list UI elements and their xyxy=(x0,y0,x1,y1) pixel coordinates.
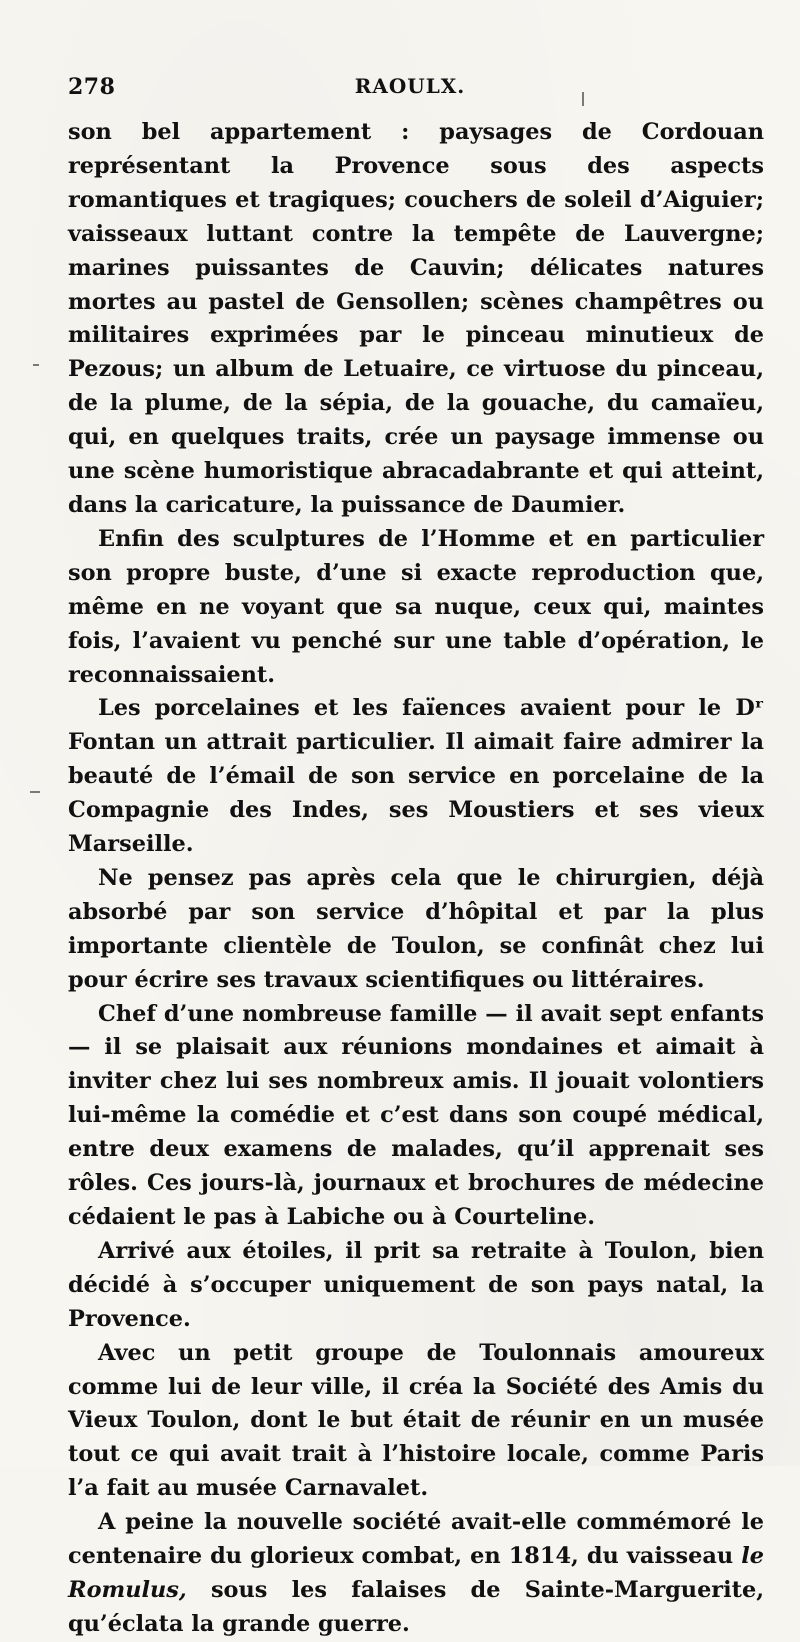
paragraph: Chef d’une nombreuse famille — il avait sept enfants — il se plaisait aux réunions mondaines et aimait à inviter chez lui ses nombreux amis. Il jouait volontiers lui-même la comédie et c’est dans son coupé médical, entre deux examens de malades, qu’il apprenait ses rôles. Ces jours-là, journaux et brochures de médecine cédaient le pas à Labiche ou à Courteline. xyxy=(68,1000,764,1230)
scan-speck xyxy=(582,92,584,106)
paragraph-text: A peine la nouvelle société avait-elle commémoré le centenaire du glorieux combat, en 1814, du vaisseau xyxy=(68,1509,764,1570)
running-head: RAOULX. xyxy=(354,74,466,98)
paragraph xyxy=(68,1506,764,1642)
scan-speck xyxy=(33,364,39,366)
body-text xyxy=(68,116,764,1642)
paragraph: Avec un petit groupe de Toulonnais amoureux comme lui de leur ville, il créa la Société des Amis du Vieux Toulon, dont le but était de réunir en un musée tout ce qui avait trait à l’histoire locale, comme Paris l’a fait au musée Carnavalet. xyxy=(68,1339,764,1502)
page-number: 278 xyxy=(68,74,116,100)
paragraph: Arrivé aux étoiles, il prit sa retraite à Toulon, bien décidé à s’occuper uniquement de son pays natal, la Provence. xyxy=(68,1237,764,1332)
paragraph: son bel appartement : paysages de Cordouan représentant la Provence sous des aspects romantiques et tragiques; couchers de soleil d’Aiguier; vaisseaux luttant contre la tempête de Lauvergne; marines puissantes de Cauvin; délicates natures mortes au pastel de Gensollen; scènes champêtres ou militaires exprimées par le pinceau minutieux de Pezous; un album de Letuaire, ce virtuose du pinceau, de la plume, de la sépia, de la gouache, du camaïeu, qui, en quelques traits, crée un paysage immense ou une scène humoristique abracadabrante et qui atteint, dans la caricature, la puissance de Daumier. xyxy=(68,119,764,518)
paragraph: Enfin des sculptures de l’Homme et en particulier son propre buste, d’une si exacte reproduction que, même en ne voyant que sa nuque, ceux qui, maintes fois, l’avaient vu penché sur une table d’opération, le reconnaissaient. xyxy=(68,525,764,688)
scan-speck xyxy=(30,791,40,793)
ship-name-italic: le Romulus, xyxy=(68,1543,764,1603)
page-header xyxy=(68,74,752,104)
paragraph: Les porcelaines et les faïences avaient pour le Dʳ Fontan un attrait particulier. Il aimait faire admirer la beauté de l’émail de son service en porcelaine de la Compagnie des Indes, ses Moustiers et ses vieux Marseille. xyxy=(68,695,764,858)
paragraph: Ne pensez pas après cela que le chirurgien, déjà absorbé par son service d’hôpital et par la plus importante clientèle de Toulon, se confinât chez lui pour écrire ses travaux scientifiques ou littéraires. xyxy=(68,864,764,993)
paragraph-text: sous les falaises de Sainte-Marguerite, qu’éclata la grande guerre. xyxy=(68,1576,764,1637)
